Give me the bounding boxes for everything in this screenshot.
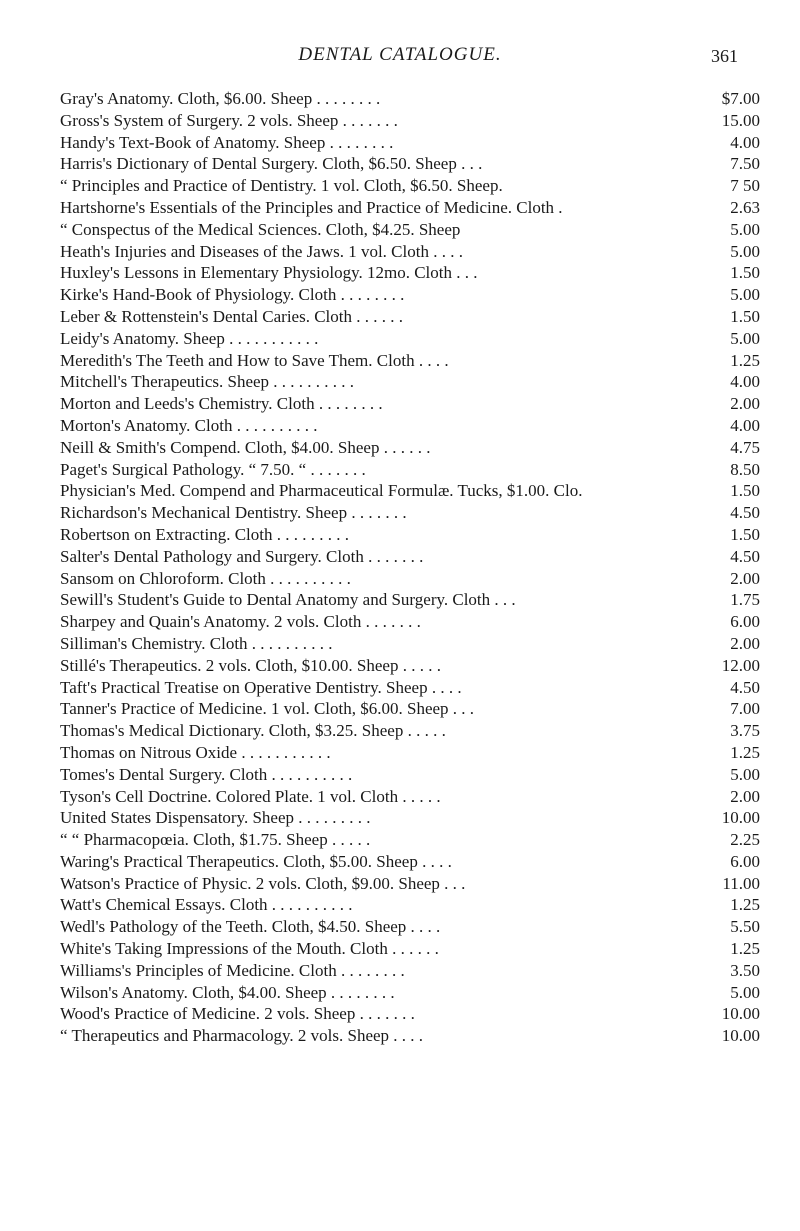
entry-title: “ Conspectus of the Medical Sciences. Cloth, $4.25. Sheep: [60, 219, 461, 239]
entry-price: 3.75: [730, 721, 760, 741]
entry-price: 4.75: [730, 437, 760, 457]
catalogue-entry: [60, 677, 760, 699]
entry-title: Stillé's Therapeutics. 2 vols. Cloth, $10.00. Sheep . . . . .: [60, 655, 441, 675]
catalogue-entry: [60, 175, 760, 197]
catalogue-entry: [60, 851, 760, 873]
entry-title: Sharpey and Quain's Anatomy. 2 vols. Cloth . . . . . . .: [60, 612, 421, 632]
entry-price: 15.00: [721, 110, 760, 130]
entry-title: Mitchell's Therapeutics. Sheep . . . . . . . . . .: [60, 372, 355, 392]
entry-title: Thomas on Nitrous Oxide . . . . . . . . . . .: [60, 742, 331, 762]
entry-price: 2.00: [730, 568, 760, 588]
entry-title: “ “ Pharmacopœia. Cloth, $1.75. Sheep . . . . .: [60, 830, 371, 850]
catalogue-entry: [60, 437, 760, 459]
entry-price: 2.00: [730, 633, 760, 653]
entry-price: 1.50: [730, 524, 760, 544]
entry-price: 1.25: [730, 939, 760, 959]
entry-title: Salter's Dental Pathology and Surgery. Cloth . . . . . . .: [60, 546, 424, 566]
entry-price: 2.00: [730, 786, 760, 806]
entry-title: Meredith's The Teeth and How to Save Them. Cloth . . . .: [60, 350, 449, 370]
entry-price: 2.25: [730, 830, 760, 850]
entry-title: Tomes's Dental Surgery. Cloth . . . . . . . . . .: [60, 764, 353, 784]
catalogue-entry: [60, 633, 760, 655]
catalogue-entry: [60, 524, 760, 546]
catalogue-list: [60, 88, 760, 1047]
catalogue-entry: [60, 720, 760, 742]
catalogue-entry: [60, 480, 760, 502]
entry-title: Handy's Text-Book of Anatomy. Sheep . . . . . . . .: [60, 132, 394, 152]
running-head: DENTAL CATALOGUE.: [298, 44, 502, 65]
entry-title: Wood's Practice of Medicine. 2 vols. Sheep . . . . . . .: [60, 1004, 415, 1024]
entry-price: 4.00: [730, 132, 760, 152]
catalogue-entry: [60, 960, 760, 982]
entry-price: 2.00: [730, 394, 760, 414]
entry-price: 2.63: [730, 197, 760, 217]
entry-title: Huxley's Lessons in Elementary Physiology. 12mo. Cloth . . .: [60, 263, 478, 283]
entry-title: Watson's Practice of Physic. 2 vols. Cloth, $9.00. Sheep . . .: [60, 873, 466, 893]
entry-title: Kirke's Hand-Book of Physiology. Cloth . . . . . . . .: [60, 285, 405, 305]
entry-title: “ Principles and Practice of Dentistry. 1 vol. Cloth, $6.50. Sheep.: [60, 176, 503, 196]
entry-price: 5.00: [730, 764, 760, 784]
entry-price: 7.50: [730, 154, 760, 174]
entry-title: Watt's Chemical Essays. Cloth . . . . . . . . . .: [60, 895, 353, 915]
catalogue-entry: [60, 1025, 760, 1047]
entry-price: 1.75: [730, 590, 760, 610]
entry-title: Paget's Surgical Pathology. “ 7.50. “ . . . . . . .: [60, 459, 366, 479]
entry-price: 7.00: [730, 699, 760, 719]
entry-title: Morton and Leeds's Chemistry. Cloth . . . . . . . .: [60, 394, 383, 414]
catalogue-entry: [60, 764, 760, 786]
entry-title: United States Dispensatory. Sheep . . . . . . . . .: [60, 808, 371, 828]
catalogue-entry: [60, 415, 760, 437]
entry-title: Williams's Principles of Medicine. Cloth . . . . . . . .: [60, 960, 405, 980]
catalogue-entry: [60, 742, 760, 764]
entry-title: Richardson's Mechanical Dentistry. Sheep . . . . . . .: [60, 503, 407, 523]
entry-price: 5.00: [730, 241, 760, 261]
entry-price: 4.50: [730, 546, 760, 566]
entry-price: 5.00: [730, 328, 760, 348]
entry-price: 4.50: [730, 677, 760, 697]
catalogue-entry: [60, 262, 760, 284]
entry-price: 8.50: [730, 459, 760, 479]
entry-title: Morton's Anatomy. Cloth . . . . . . . . . .: [60, 415, 318, 435]
catalogue-entry: [60, 611, 760, 633]
entry-price: 5.50: [730, 917, 760, 937]
catalogue-entry: [60, 241, 760, 263]
entry-price: 1.50: [730, 263, 760, 283]
entry-price: 10.00: [721, 1004, 760, 1024]
catalogue-entry: [60, 328, 760, 350]
entry-price: 7 50: [730, 176, 760, 196]
entry-price: 4.50: [730, 503, 760, 523]
catalogue-entry: [60, 219, 760, 241]
entry-price: 10.00: [721, 1026, 760, 1046]
entry-title: Robertson on Extracting. Cloth . . . . . . . . .: [60, 524, 349, 544]
entry-title: Tyson's Cell Doctrine. Colored Plate. 1 vol. Cloth . . . . .: [60, 786, 441, 806]
catalogue-entry: [60, 568, 760, 590]
entry-title: Silliman's Chemistry. Cloth . . . . . . . . . .: [60, 633, 333, 653]
entry-title: White's Taking Impressions of the Mouth. Cloth . . . . . .: [60, 939, 439, 959]
catalogue-entry: [60, 153, 760, 175]
catalogue-entry: [60, 371, 760, 393]
entry-title: Thomas's Medical Dictionary. Cloth, $3.25. Sheep . . . . .: [60, 721, 446, 741]
catalogue-entry: [60, 982, 760, 1004]
entry-price: 5.00: [730, 285, 760, 305]
catalogue-entry: [60, 1003, 760, 1025]
catalogue-entry: [60, 284, 760, 306]
catalogue-entry: [60, 502, 760, 524]
entry-price: $7.00: [721, 89, 760, 108]
entry-title: Gray's Anatomy. Cloth, $6.00. Sheep . . . . . . . .: [60, 89, 381, 108]
entry-price: 4.00: [730, 372, 760, 392]
entry-title: “ Therapeutics and Pharmacology. 2 vols. Sheep . . . .: [60, 1026, 424, 1046]
entry-price: 1.50: [730, 481, 760, 501]
catalogue-entry: [60, 894, 760, 916]
catalogue-entry: [60, 655, 760, 677]
entry-price: 1.25: [730, 895, 760, 915]
entry-title: Harris's Dictionary of Dental Surgery. Cloth, $6.50. Sheep . . .: [60, 154, 483, 174]
catalogue-entry: [60, 589, 760, 611]
entry-title: Taft's Practical Treatise on Operative Dentistry. Sheep . . . .: [60, 677, 462, 697]
catalogue-entry: [60, 829, 760, 851]
catalogue-entry: [60, 110, 760, 132]
page-number: 361: [711, 46, 738, 66]
entry-title: Gross's System of Surgery. 2 vols. Sheep . . . . . . .: [60, 110, 398, 130]
catalogue-entry: [60, 306, 760, 328]
entry-price: 11.00: [722, 873, 760, 893]
entry-price: 10.00: [721, 808, 760, 828]
entry-title: Waring's Practical Therapeutics. Cloth, $5.00. Sheep . . . .: [60, 851, 452, 871]
entry-price: 1.25: [730, 742, 760, 762]
entry-price: 5.00: [730, 982, 760, 1002]
entry-title: Sansom on Chloroform. Cloth . . . . . . . . . .: [60, 568, 351, 588]
entry-title: Heath's Injuries and Diseases of the Jaws. 1 vol. Cloth . . . .: [60, 241, 463, 261]
entry-title: Hartshorne's Essentials of the Principles and Practice of Medicine. Cloth .: [60, 197, 563, 217]
entry-price: 1.50: [730, 306, 760, 326]
page-header: [0, 44, 800, 74]
entry-price: 1.25: [730, 350, 760, 370]
entry-title: Leber & Rottenstein's Dental Caries. Cloth . . . . . .: [60, 306, 404, 326]
entry-price: 6.00: [730, 851, 760, 871]
catalogue-entry: [60, 873, 760, 895]
catalogue-entry: [60, 350, 760, 372]
catalogue-entry: [60, 698, 760, 720]
entry-price: 6.00: [730, 612, 760, 632]
catalogue-entry: [60, 786, 760, 808]
catalogue-entry: [60, 393, 760, 415]
entry-price: 5.00: [730, 219, 760, 239]
catalogue-entry: [60, 88, 760, 110]
entry-title: Physician's Med. Compend and Pharmaceutical Formulæ. Tucks, $1.00. Clo.: [60, 481, 583, 501]
catalogue-entry: [60, 938, 760, 960]
catalogue-entry: [60, 807, 760, 829]
entry-title: Sewill's Student's Guide to Dental Anatomy and Surgery. Cloth . . .: [60, 590, 516, 610]
entry-title: Neill & Smith's Compend. Cloth, $4.00. Sheep . . . . . .: [60, 437, 431, 457]
catalogue-entry: [60, 459, 760, 481]
catalogue-entry: [60, 197, 760, 219]
catalogue-entry: [60, 132, 760, 154]
entry-price: 12.00: [721, 655, 760, 675]
catalogue-entry: [60, 546, 760, 568]
entry-title: Wilson's Anatomy. Cloth, $4.00. Sheep . . . . . . . .: [60, 982, 395, 1002]
entry-title: Tanner's Practice of Medicine. 1 vol. Cloth, $6.00. Sheep . . .: [60, 699, 475, 719]
entry-price: 4.00: [730, 415, 760, 435]
entry-price: 3.50: [730, 960, 760, 980]
entry-title: Leidy's Anatomy. Sheep . . . . . . . . . . .: [60, 328, 319, 348]
entry-title: Wedl's Pathology of the Teeth. Cloth, $4.50. Sheep . . . .: [60, 917, 441, 937]
catalogue-entry: [60, 916, 760, 938]
